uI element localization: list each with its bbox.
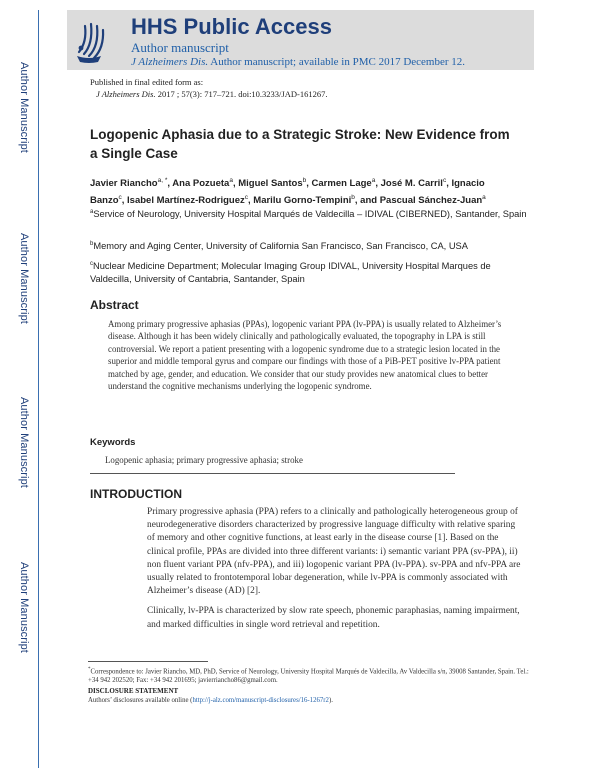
disclosure-prefix: Authors’ disclosures available online ( (88, 697, 193, 704)
introduction-paragraph: Clinically, lv-PPA is characterized by slow rate speech, phonemic paraphasias, naming impairment, and marked difficulties in single word retrieval and repetition. (147, 606, 520, 630)
disclosure-heading: DISCLOSURE STATEMENT (88, 687, 179, 695)
author-affiliation: a (371, 177, 376, 184)
author-affiliation: a (229, 177, 233, 184)
sidebar-label-author-manuscript: Author Manuscript (18, 397, 30, 488)
section-divider (90, 473, 455, 474)
footnote-text: Correspondence to: Javier Riancho, MD, PhD, Service of Neurology, University Hospital Marqués de Valdecilla, Av Valdecilla s/n, 39008 Santander, Spain. Tel.: +34 942 202520; Fax: +34 942 201695; javierriancho86@gmail.com. (88, 668, 529, 685)
author-separator: , (248, 194, 254, 206)
affiliation-key: c (90, 261, 93, 267)
author-name: José M. Carril (380, 178, 443, 190)
citation-journal: J Alzheimers Dis. (96, 89, 156, 99)
author-affiliation: c (442, 177, 447, 184)
introduction-heading: INTRODUCTION (90, 487, 182, 501)
correspondence-footnote (88, 665, 536, 685)
affiliation-text: Nuclear Medicine Department; Molecular Imaging Group IDIVAL, University Hospital Marques de Valdecilla, University of Cantabria, Santander, Spain (90, 261, 491, 285)
author-name: Marilu Gorno-Tempini (253, 194, 352, 206)
author-separator: , and (354, 194, 380, 206)
author-affiliation: a (482, 193, 486, 201)
footnote-divider (88, 661, 208, 662)
hhs-eagle-logo-icon (71, 12, 111, 66)
author-affiliation: c (118, 193, 122, 201)
paper-title: Logopenic Aphasia due to a Strategic Stroke: New Evidence from a Single Case (90, 127, 510, 161)
header-title: HHS Public Access (131, 14, 332, 39)
author-name: Pascual Sánchez-Juan (379, 194, 483, 206)
affiliation (90, 258, 530, 286)
author-separator: , (167, 178, 173, 190)
affiliation (90, 238, 530, 253)
introduction-paragraph: Primary progressive aphasia (PPA) refers to a clinically and pathologically heterogeneous group of neurodegenerative disorders characterized by progressive language difficulty with relative sparing of memory and other cognitive functions, at least early in the disease course [1]. Based on the clinical profile, PPAs are divided into three different variants: i) semantic variant PPA (sv-PPA), ii) non fluent variant PPA (nfv-PPA), and iii) logopenic variant PPA (lv-PPA). sv-PPA and nfv-PPA are usually related to frontotemporal lobar degeneration, while lv-PPA is commonly associated with Alzheimer’s disease (AD) [2]. (147, 507, 521, 597)
author-name: Ignacio Banzo (90, 178, 485, 206)
author-separator: , (121, 194, 128, 206)
affiliation-text: Service of Neurology, University Hospital Marqués de Valdecilla – IDIVAL (CIBERNED), Santander, Spain (93, 209, 527, 220)
author-affiliation: b (351, 193, 355, 201)
disclosure-text (88, 697, 333, 704)
author-affiliation: c (244, 193, 248, 201)
author-list (90, 174, 520, 207)
affiliation-text: Memory and Aging Center, University of California San Francisco, San Francisco, CA, USA (93, 241, 468, 252)
disclosure-suffix: ). (328, 697, 333, 704)
author-separator: , (375, 178, 381, 190)
keywords-text: Logopenic aphasia; primary progressive aphasia; stroke (105, 455, 303, 465)
keywords-heading: Keywords (90, 437, 136, 448)
author-separator: , (306, 178, 312, 190)
abstract-heading: Abstract (90, 298, 139, 312)
sidebar-label-author-manuscript: Author Manuscript (18, 562, 30, 653)
affiliation-key: b (90, 241, 94, 247)
citation (96, 89, 327, 99)
sidebar-label-author-manuscript: Author Manuscript (18, 62, 30, 153)
citation-details: 2017 ; 57(3): 717–721. doi:10.3233/JAD-161267. (155, 89, 328, 99)
journal-name: J Alzheimers Dis. (131, 56, 209, 68)
author-name: Isabel Martínez-Rodriguez (127, 194, 245, 206)
author-affiliation: a, * (157, 177, 168, 184)
author-separator: , (232, 178, 239, 190)
author-manuscript-label: Author manuscript (131, 40, 229, 55)
availability-text: Author manuscript; available in PMC 2017 December 12. (208, 56, 466, 68)
author-name: Ana Pozueta (172, 178, 230, 190)
author-separator: , (446, 178, 452, 190)
author-affiliation: b (302, 177, 307, 184)
author-name: Carmen Lage (311, 178, 372, 190)
affiliation-key: a (90, 209, 94, 215)
abstract-text: Among primary progressive aphasias (PPAs), logopenic variant PPA (lv-PPA) is usually related to Alzheimer’s disease. Although it has been widely clinically and pathologically evaluated, the topography in LPA is still controversial. We report a patient presenting with a logopenic syndrome due to a strategic lesion located in the superior and middle temporal gyrus and compare our findings with those of a PiB-PET positive lv-PPA patient matched by age, gender, and education. We consider that our study provides new anatomical clues to better understand the cognitive mechanisms underlying the logopenic syndrome. (108, 319, 502, 392)
published-label: Published in final edited form as: (90, 77, 204, 87)
introduction-body (147, 506, 522, 639)
author-name: Javier Riancho (90, 178, 158, 190)
disclosure-link[interactable]: http://j-alz.com/manuscript-disclosures/16-1267r2 (192, 697, 329, 704)
footnote-marker: * (88, 667, 91, 672)
sidebar-divider (38, 10, 39, 768)
journal-availability (131, 56, 465, 68)
author-name: Miguel Santos (238, 178, 303, 190)
sidebar-label-author-manuscript: Author Manuscript (18, 233, 30, 324)
affiliation (90, 206, 530, 221)
